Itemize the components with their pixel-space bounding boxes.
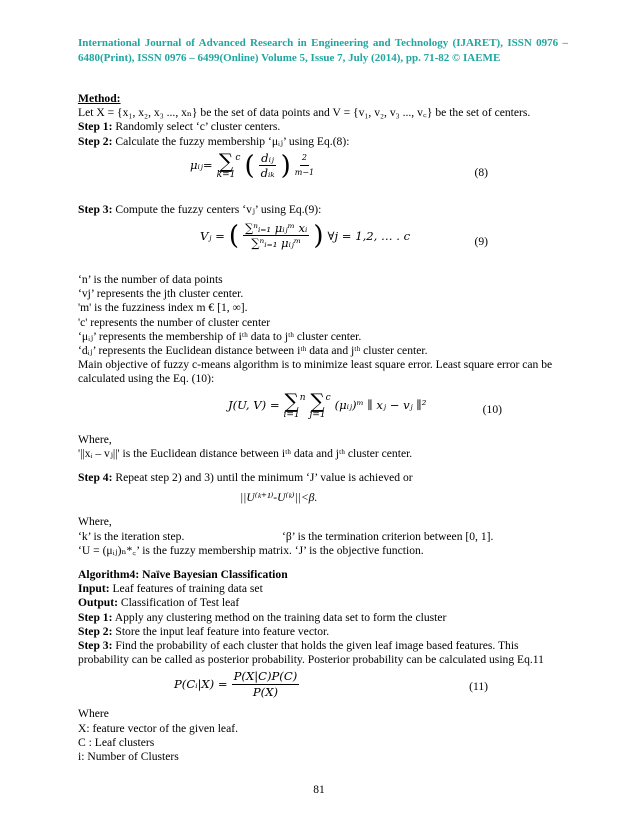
norm-definition: '||xᵢ – vⱼ||' is the Euclidean distance between iᵗʰ data and jᵗʰ cluster center. — [78, 446, 413, 460]
objective-paragraph: Main objective of fuzzy c-means algorithm is to minimize least square error. Least square error can be calculated using the Eq. (10): — [78, 358, 553, 386]
eq10-sum-j: ∑ j=1 — [309, 388, 326, 420]
def-line: ‘n’ is the number of data points — [78, 273, 223, 287]
eq11-lhs: P(Cᵢ|X) = — [174, 677, 228, 692]
algo-def-line: X: feature vector of the given leaf. — [78, 721, 238, 735]
k-definition: ‘k’ is the iteration step. — [78, 529, 185, 543]
eq10-body: (μᵢⱼ)ᵐ ∥ xⱼ − vⱼ ∥² — [334, 398, 427, 413]
input-text: Leaf features of training data set — [109, 582, 263, 596]
where-label: Where, — [78, 515, 112, 529]
eq9-number: (9) — [474, 234, 488, 248]
eq11-number: (11) — [469, 680, 488, 694]
def-line: ‘μᵢⱼ’ represents the membership of iᵗʰ data to jᵗʰ cluster center. — [78, 329, 362, 343]
equation-10 — [78, 387, 568, 433]
step3-label: Step 3: — [78, 202, 113, 216]
eq10-lower1: i=1 — [283, 409, 300, 420]
eq8-fraction — [259, 151, 277, 180]
eq8-upper: c — [235, 152, 241, 163]
k-beta-definitions — [78, 530, 568, 544]
algo-output — [78, 596, 568, 610]
output-label: Output: — [78, 596, 118, 610]
eq9-lhs: Vⱼ = — [200, 228, 225, 243]
step1 — [78, 120, 568, 134]
eq9-rhs: ∀j = 1,2, … . c — [327, 228, 411, 243]
page-content — [78, 92, 568, 764]
algo-step1-text: Apply any clustering method on the training data set to form the cluster — [112, 610, 447, 624]
eq8-exp-den: m−1 — [294, 168, 315, 178]
algo-step2-label: Step 2: — [78, 624, 113, 638]
algo-def-line: C : Leaf clusters — [78, 735, 155, 749]
algo-step3 — [78, 639, 568, 667]
eq11-num: P(X|C)P(C) — [233, 669, 298, 684]
eq9-fraction — [243, 221, 309, 250]
step3-text: Compute the fuzzy centers ‘vⱼ’ using Eq.(9): — [112, 202, 322, 216]
where-label: Where — [78, 707, 109, 721]
equation-8: μᵢⱼ= ∑ k=1 c ( $\frac{\text{dᵢⱼ}}{\text{dᵢₖ}}$ ) $\frac{2}{m-1}$ (8) — [190, 149, 488, 181]
eq8-den: dᵢₖ — [260, 166, 275, 181]
beta-definition: ‘β’ is the termination criterion between [0, 1]. — [282, 529, 494, 543]
page-number: 81 — [313, 784, 325, 796]
eq10-lower2: j=1 — [309, 409, 326, 420]
algo-step2-text: Store the input leaf feature into feature vector. — [112, 624, 330, 638]
step4 — [78, 471, 568, 485]
def-line: 'm' is the fuzziness index m € [1, ∞]. — [78, 301, 248, 315]
algo-step3-label: Step 3: — [78, 639, 113, 653]
method-intro: Let X = {x₁, x₂, x₃ ..., xₙ} be the set of data points and V = {v₁, v₂, v₃ ..., v꜀} be the set of centers. — [78, 106, 531, 120]
step3 — [78, 203, 568, 217]
method-title: Method: — [78, 92, 121, 105]
algo-step1-label: Step 1: — [78, 610, 113, 624]
eq8-number: (8) — [474, 165, 488, 179]
eq9-num: ∑ⁿᵢ₌₁ μᵢⱼᵐ xᵢ — [245, 221, 308, 236]
step4-label: Step 4: — [78, 471, 113, 485]
eq10-lhs: J(U, V) = — [228, 398, 280, 413]
algorithm4-title: Algorithm4: Naïve Bayesian Classification — [78, 568, 288, 582]
eq10-number: (10) — [482, 402, 502, 416]
stop-condition: ||U⁽ᵏ⁺¹⁾-U⁽ᵏ⁾||<β. — [240, 491, 318, 505]
journal-header: International Journal of Advanced Research in Engineering and Technology (IJARET), ISSN 0976 – 6480(Print), ISSN 0976 – 6499(Online) Volume 5, Issue 7, July (2014), pp. 71-82 © IAEME — [78, 37, 568, 64]
eq8-exponent — [293, 151, 316, 180]
eq11-den: P(X) — [252, 684, 278, 699]
eq10-sum-i: ∑ i=1 — [283, 388, 300, 420]
equation-11 — [78, 667, 568, 707]
def-line: 'c' represents the number of cluster center — [78, 315, 271, 329]
algo-def-line: i: Number of Clusters — [78, 750, 179, 764]
step1-text: Randomly select ‘c’ cluster centers. — [112, 120, 281, 134]
input-label: Input: — [78, 582, 110, 596]
step2 — [78, 135, 568, 149]
def-line: ‘vj’ represents the jth cluster center. — [78, 287, 244, 301]
def-line: ‘dᵢⱼ’ represents the Euclidean distance between iᵗʰ data and jᵗʰ cluster center. — [78, 344, 428, 358]
eq9-den: ∑ⁿᵢ₌₁ μᵢⱼᵐ — [251, 236, 302, 251]
eq11-fraction — [232, 669, 300, 698]
step2-label: Step 2: — [78, 134, 113, 148]
step1-label: Step 1: — [78, 120, 113, 134]
algo-input — [78, 582, 568, 596]
eq8-num: dᵢⱼ — [261, 150, 274, 165]
u-definition: ‘U = (μᵢⱼ)ₙ*꜀’ is the fuzzy membership matrix. ‘J’ is the objective function. — [78, 543, 424, 557]
eq10-upper2: c — [325, 392, 331, 403]
output-text: Classification of Test leaf — [117, 596, 240, 610]
step4-text: Repeat step 2) and 3) until the minimum ‘J’ value is achieved or — [112, 471, 413, 485]
eq8-sum: ∑ k=1 — [216, 149, 236, 181]
step2-text: Calculate the fuzzy membership ‘μᵢⱼ’ using Eq.(8): — [112, 134, 350, 148]
equation-9: Vⱼ = ( $\frac{\text{∑ⁿᵢ₌₁ μᵢⱼᵐ xᵢ}}{\text{∑ⁿᵢ₌₁ μᵢⱼᵐ}}$ ) ∀j = 1,2, … . c (9) — [200, 220, 488, 251]
where-label: Where, — [78, 432, 112, 446]
algo-step1 — [78, 611, 568, 625]
eq8-lhs: μᵢⱼ= — [190, 158, 213, 173]
eq8-exp-num: 2 — [300, 151, 309, 166]
algo-step3-text: Find the probability of each cluster that holds the given leaf image based features. This probability can be called as posterior probability. Posterior probability can be calculated using Eq.11 — [78, 639, 544, 667]
eq10-upper1: n — [299, 392, 306, 403]
eq8-lower: k=1 — [216, 170, 236, 181]
algo-step2 — [78, 625, 568, 639]
